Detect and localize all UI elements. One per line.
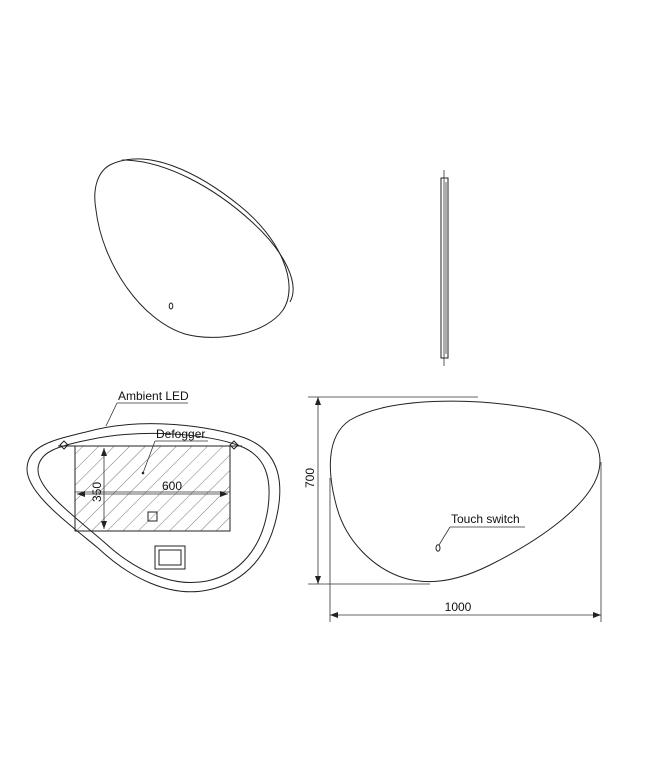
side-view-mirror-frame: [441, 178, 448, 358]
touch-switch-label: Touch switch: [451, 512, 520, 526]
rear-view: [27, 389, 280, 592]
driver-box-inner: [159, 550, 181, 565]
touch-switch-icon: [436, 545, 440, 551]
overall-width-label: 1000: [444, 600, 472, 614]
ambient-led-callout: [106, 389, 189, 426]
side-view: [441, 170, 448, 366]
defogger-height-label: 350: [90, 481, 104, 503]
overall-height-dimension: [303, 397, 478, 584]
overall-height-label: 700: [303, 467, 317, 489]
perspective-mirror-edge: [122, 160, 293, 302]
defogger-label: Defogger: [156, 427, 206, 441]
defogger-width-label: 600: [161, 479, 183, 493]
touch-switch-callout: [439, 512, 525, 545]
perspective-view: [95, 159, 293, 337]
ambient-led-label: Ambient LED: [118, 389, 189, 403]
front-view: [303, 397, 601, 622]
perspective-touch-switch-icon: [169, 303, 173, 309]
perspective-mirror-outline: [95, 159, 289, 337]
front-view-mirror-outline: [330, 401, 600, 581]
overall-width-dimension: [330, 462, 601, 622]
